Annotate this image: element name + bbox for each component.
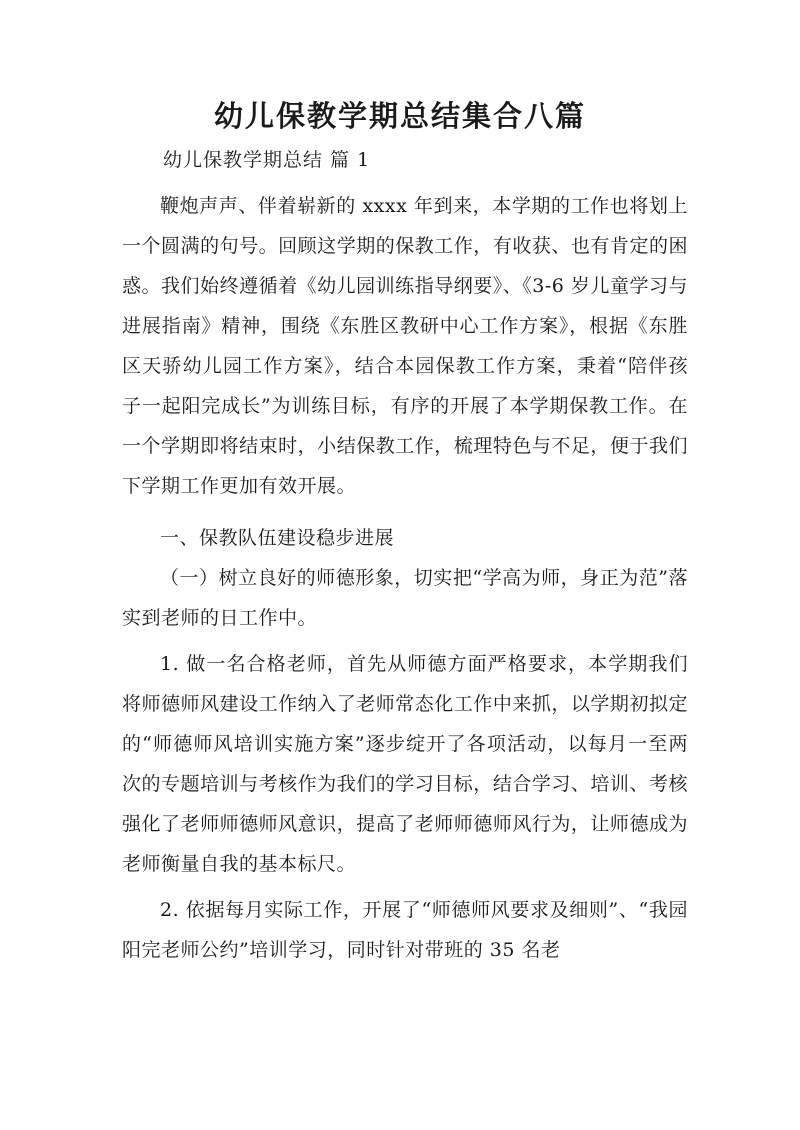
section-heading: 一、保教队伍建设稳步进展: [160, 527, 395, 549]
paragraph-item-1: 1. 做一名合格老师，首先从师德方面严格要求，本学期我们将师德师风建设工作纳入了老师常态化工作中来抓，以学期初拟定的“师德师风培训实施方案”逐步绽开了各项活动，以每月一至两次的专题培训与考核作为我们的学习目标，结合学习、培训、考核强化了老师师德师风意识，提高了老师师德师风行为，让师德成为老师衡量自我的基本标尺。: [122, 653, 688, 875]
document-title: 幼儿保教学期总结集合八篇: [213, 99, 586, 133]
paragraph-item-2: 2. 依据每月实际工作，开展了“师德师风要求及细则”、“我园阳完老师公约”培训学习，同时针对带班的 35 名老: [122, 899, 688, 961]
document-subtitle: 幼儿保教学期总结 篇 1: [163, 149, 371, 171]
subsection-heading: （一）树立良好的师德形象，切实把“学高为师，身正为范”落实到老师的日工作中。: [122, 567, 688, 629]
paragraph-intro: 鞭炮声声、伴着崭新的 xxxx 年到来，本学期的工作也将划上一个圆满的句号。回顾这学期的保教工作，有收获、也有肯定的困惑。我们始终遵循着《幼儿园训练指导纲要》、《3-6 岁儿童学习与进展指南》精神，围绕《东胜区教研中心工作方案》，根据《东胜区天骄幼儿园工作方案》，结合本园保教工作方案，秉着“陪伴孩子一起阳完成长”为训练目标，有序的开展了本学期保教工作。在一个学期即将结束时，小结保教工作，梳理特色与不足，便于我们下学期工作更加有效开展。: [122, 195, 688, 497]
document-body: [122, 186, 688, 970]
